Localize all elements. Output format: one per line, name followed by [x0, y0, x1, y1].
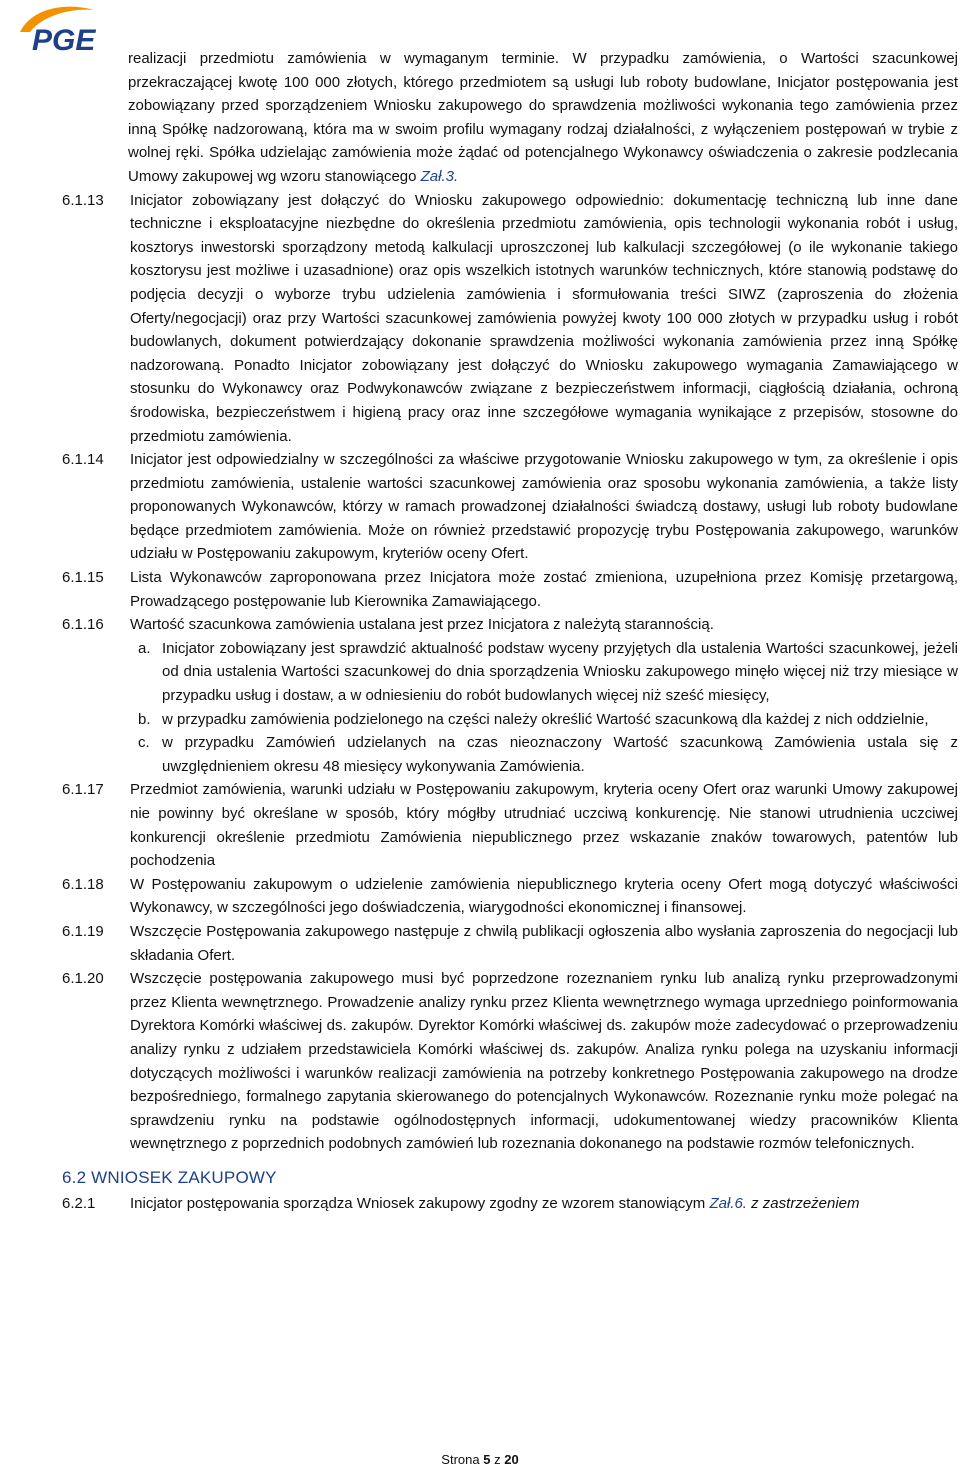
- item-number: 6.1.15: [62, 569, 104, 587]
- list-item: [62, 778, 958, 872]
- footer-total-pages: 20: [504, 1452, 519, 1467]
- sub-item-text: w przypadku zamówienia podzielonego na części należy określić Wartość szacunkową dla każdej z nich oddzielnie,: [162, 710, 929, 728]
- item-text-tail: z zastrzeżeniem: [751, 1194, 860, 1212]
- item-text-body: Inicjator postępowania sporządza Wniosek zakupowy zgodny ze wzorem stanowiącym: [130, 1194, 706, 1212]
- item-text: Wartość szacunkowa zamówienia ustalana jest przez Inicjatora z należytą starannością.: [130, 616, 714, 634]
- item-number: 6.1.17: [62, 781, 104, 799]
- list-item: [62, 920, 958, 967]
- intro-paragraph: [128, 47, 958, 189]
- item-text: Wszczęcie postępowania zakupowego musi być poprzedzone rozeznaniem rynku lub analizą rynku przeprowadzonymi przez Klienta wewnętrznego. Prowadzenie analizy rynku przez Klienta wewnętrznego wymaga uprzedniego poinformowania Dyrektora Komórki właściwej ds. zakupów. Dyrektor Komórki właściwej ds. zakupów może zadecydować o przeprowadzeniu analizy rynku z udziałem przedstawiciela Komórki właściwej ds. zakupów. Analiza rynku polega na uzyskaniu informacji dotyczących możliwości i warunków realizacji zamówienia na potrzeby konkretnego Postępowania zakupowego na drodze bezpośredniego, formalnego zapytania skierowanego do potencjalnych Wykonawców. Rozeznanie rynku może polegać na sprawdzeniu rynku na podstawie ogólnodostępnych informacji, udokumentowanej wiedzy pracowników Klienta wewnętrznego z poprzednich podobnych zamówień lub rozeznania dokonanego na podstawie rozmów telefonicznych.: [130, 970, 958, 1153]
- items-group-2: [62, 778, 958, 1156]
- list-item: [62, 448, 958, 566]
- list-item: [62, 189, 958, 449]
- list-item: [62, 1192, 958, 1216]
- footer-page-number: 5: [483, 1452, 491, 1467]
- intro-attachment-link[interactable]: Zał.3.: [420, 167, 459, 185]
- item-number: 6.1.18: [62, 875, 104, 893]
- sub-item-letter: a.: [138, 639, 151, 657]
- item-text: Inicjator zobowiązany jest dołączyć do Wniosku zakupowego odpowiednio: dokumentację techniczną lub inne dane techniczne i eksploatacyjne niezbędne do określenia przedmiotu zamówienia, opis technologii wykonania robót i usług, kosztorys inwestorski sporządzony metodą kalkulacji uproszczonej lub kalkulacji szczegółowej (o ile wykonanie takiego kosztorysu jest możliwe i uzasadnione) oraz opis wszelkich istotnych warunków technicznych, które stanowią podstawę do podjęcia decyzji o wyborze trybu udzielenia zamówienia i sformułowania treści SIWZ (zaproszenia do złożenia Oferty/negocjacji) oraz przy Wartości szacunkowej zamówienia powyżej kwoty 100 000 złotych w przypadku usług i robót budowlanych, dokument potwierdzający dokonanie sprawdzenia możliwości wykonania zamówienia przez inną Spółkę nadzorowaną. Ponadto Inicjator zobowiązany jest dołączyć do Wniosku zakupowego wymagania Zamawiającego w stosunku do Wykonawcy oraz Podwykonawców związane z bezpieczeństwem informacji, ciągłością działania, ochroną środowiska, bezpieczeństwem i higieną pracy oraz inne szczegółowe wymagania wynikające z przepisów, stosowne do przedmiotu zamówienia.: [130, 191, 958, 445]
- footer-mid: z: [494, 1452, 501, 1467]
- item-text: Lista Wykonawców zaproponowana przez Inicjatora może zostać zmieniona, uzupełniona przez Komisję przetargową, Prowadzącego postępowanie lub Kierownika Zamawiającego.: [130, 569, 958, 610]
- section-heading: 6.2 WNIOSEK ZAKUPOWY: [62, 1167, 277, 1187]
- subitems-list: [62, 637, 958, 779]
- items-group-1: [62, 189, 958, 637]
- footer-prefix: Strona: [441, 1452, 480, 1467]
- list-item: [62, 967, 958, 1156]
- item-number: 6.1.14: [62, 451, 104, 469]
- attachment-link[interactable]: Zał.6.: [709, 1194, 747, 1212]
- sub-item-text: Inicjator zobowiązany jest sprawdzić aktualność podstaw wyceny przyjętych dla ustalenia Wartości szacunkowej, jeżeli od dnia ustalenia Wartości szacunkowej do dnia sporządzenia Wniosku zakupowego minęło więcej niż trzy miesiące w przypadku usług i dostaw, a w odniesieniu do robót budowlanych więcej niż sześć miesięcy,: [162, 639, 958, 705]
- sub-item-letter: c.: [138, 734, 150, 752]
- document-body: [62, 47, 958, 1215]
- sub-list-item: [138, 731, 958, 778]
- item-text: Inicjator jest odpowiedzialny w szczególności za właściwe przygotowanie Wniosku zakupowego w tym, za określenie i opis przedmiotu zamówienia, ustalenie wartości szacunkowej zamówienia oraz sposobu wykonania zamówienia, a także listy proponowanych Wykonawców, którzy w ramach prowadzonej działalności świadczą dostawy, usługi lub roboty budowlane będące przedmiotem zamówienia. Może on również przedstawić propozycję trybu Postępowania zakupowego, warunków udziału w Postępowaniu zakupowym, kryteriów oceny Ofert.: [130, 451, 958, 563]
- item-text: Przedmiot zamówienia, warunki udziału w Postępowaniu zakupowym, kryteria oceny Ofert oraz warunki Umowy zakupowej nie powinny być określane w sposób, który mógłby utrudniać uczciwą konkurencję. Nie stanowi utrudnienia uczciwej konkurencji określenie przedmiotu Zamówienia niepublicznego przez wskazanie znaków towarowych, patentów lub pochodzenia: [130, 781, 958, 870]
- sub-item-letter: b.: [138, 710, 151, 728]
- intro-text: realizacji przedmiotu zamówienia w wymaganym terminie. W przypadku zamówienia, o Wartości szacunkowej przekraczającej kwotę 100 000 złotych, którego przedmiotem są usługi lub roboty budowlane, Inicjator postępowania jest zobowiązany przed sporządzeniem Wniosku zakupowego do sprawdzenia możliwości wykonania tego zamówienia przez inną Spółkę nadzorowaną, która ma w swoim profilu wymagany rodzaj działalności, z wyłączeniem postępowań w trybie z wolnej ręki. Spółka udzielając zamówienia może żądać od potencjalnego Wykonawcy oświadczenia o zakresie podzlecania Umowy zakupowej wg wzoru stanowiącego: [128, 50, 958, 185]
- list-item: [62, 613, 958, 637]
- item-number: 6.1.13: [62, 191, 104, 209]
- item-number: 6.2.1: [62, 1194, 96, 1212]
- logo-text: PGE: [32, 24, 96, 57]
- sub-list-item: [138, 708, 958, 732]
- item-number: 6.1.20: [62, 970, 104, 988]
- item-text: W Postępowaniu zakupowym o udzielenie zamówienia niepublicznego kryteria oceny Ofert mogą dotyczyć właściwości Wykonawcy, w szczególności jego doświadczenia, wiarygodności ekonomicznej i finansowej.: [130, 875, 958, 917]
- item-text: Wszczęcie Postępowania zakupowego następuje z chwilą publikacji ogłoszenia albo wysłania zaproszenia do negocjacji lub składania Ofert.: [130, 922, 958, 964]
- sub-item-text: w przypadku Zamówień udzielanych na czas nieoznaczony Wartość szacunkową Zamówienia ustala się z uwzględnieniem okresu 48 miesięcy wykonywania Zamówienia.: [162, 734, 958, 775]
- sub-list-item: [138, 637, 958, 708]
- item-text: [130, 1192, 958, 1216]
- item-number: 6.1.16: [62, 616, 104, 634]
- list-item: [62, 566, 958, 613]
- page-footer: [0, 1452, 960, 1467]
- item-number: 6.1.19: [62, 922, 104, 940]
- list-item: [62, 873, 958, 920]
